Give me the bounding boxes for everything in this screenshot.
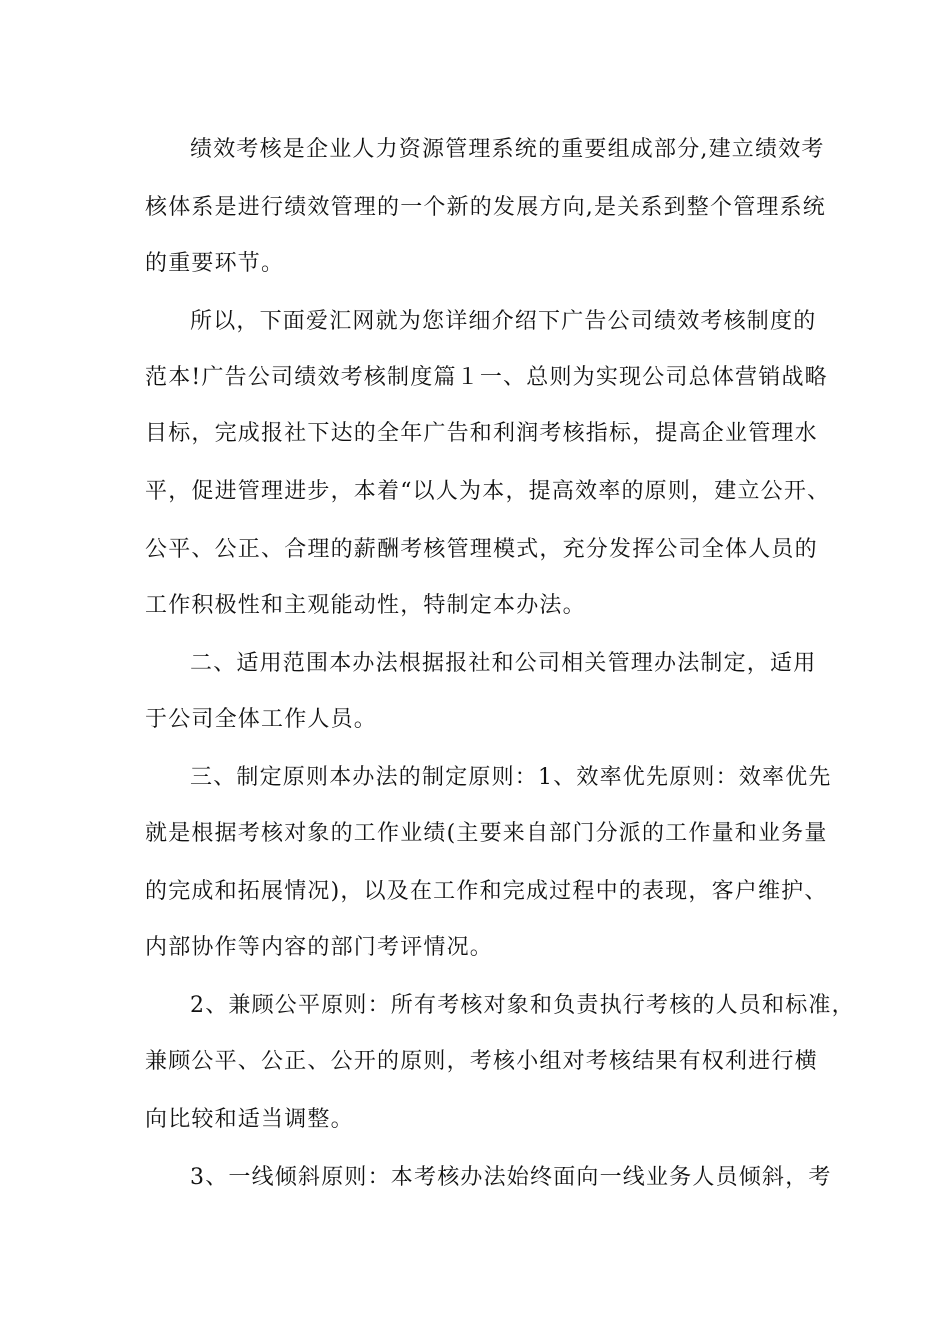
paragraph-1-line-1: 绩效考核是企业人力资源管理系统的重要组成部分,建立绩效考 — [190, 137, 825, 162]
paragraph-1-line-3: 的重要环节。 — [145, 251, 285, 276]
paragraph-2-line-6: 工作积极性和主观能动性，特制定本办法。 — [145, 593, 586, 618]
paragraph-2-line-1: 所以，下面爱汇网就为您详细介绍下广告公司绩效考核制度的 — [190, 309, 817, 334]
paragraph-5-line-3: 向比较和适当调整。 — [145, 1107, 354, 1132]
paragraph-2-line-4: 平，促进管理进步，本着“以人为本，提高效率的原则，建立公开、 — [145, 479, 831, 504]
paragraph-5-line-2: 兼顾公平、公正、公开的原则，考核小组对考核结果有权利进行横 — [145, 1049, 818, 1074]
paragraph-4-line-3: 的完成和拓展情况)，以及在工作和完成过程中的表现，客户维护、 — [145, 879, 828, 904]
paragraph-1-line-2: 核体系是进行绩效管理的一个新的发展方向,是关系到整个管理系统 — [145, 195, 826, 220]
paragraph-2-line-2: 范本!广告公司绩效考核制度篇１一、总则为实现公司总体营销战略 — [145, 365, 828, 390]
paragraph-2-line-3: 目标，完成报社下达的全年广告和利润考核指标，提高企业管理水 — [145, 421, 818, 446]
paragraph-3-line-2: 于公司全体工作人员。 — [145, 707, 378, 732]
paragraph-4-line-1: 三、制定原则本办法的制定原则：1、效率优先原则：效率优先 — [190, 765, 832, 790]
paragraph-4-line-2: 就是根据考核对象的工作业绩(主要来自部门分派的工作量和业务量 — [145, 821, 828, 846]
paragraph-6-line-1: 3、一线倾斜原则：本考核办法始终面向一线业务人员倾斜，考 — [190, 1165, 832, 1190]
paragraph-4-line-4: 内部协作等内容的部门考评情况。 — [145, 935, 494, 960]
paragraph-3-line-1: 二、适用范围本办法根据报社和公司相关管理办法制定，适用 — [190, 651, 817, 676]
paragraph-5-line-1: 2、兼顾公平原则：所有考核对象和负责执行考核的人员和标准， — [190, 993, 855, 1018]
paragraph-2-line-5: 公平、公正、合理的薪酬考核管理模式，充分发挥公司全体人员的 — [145, 537, 818, 562]
